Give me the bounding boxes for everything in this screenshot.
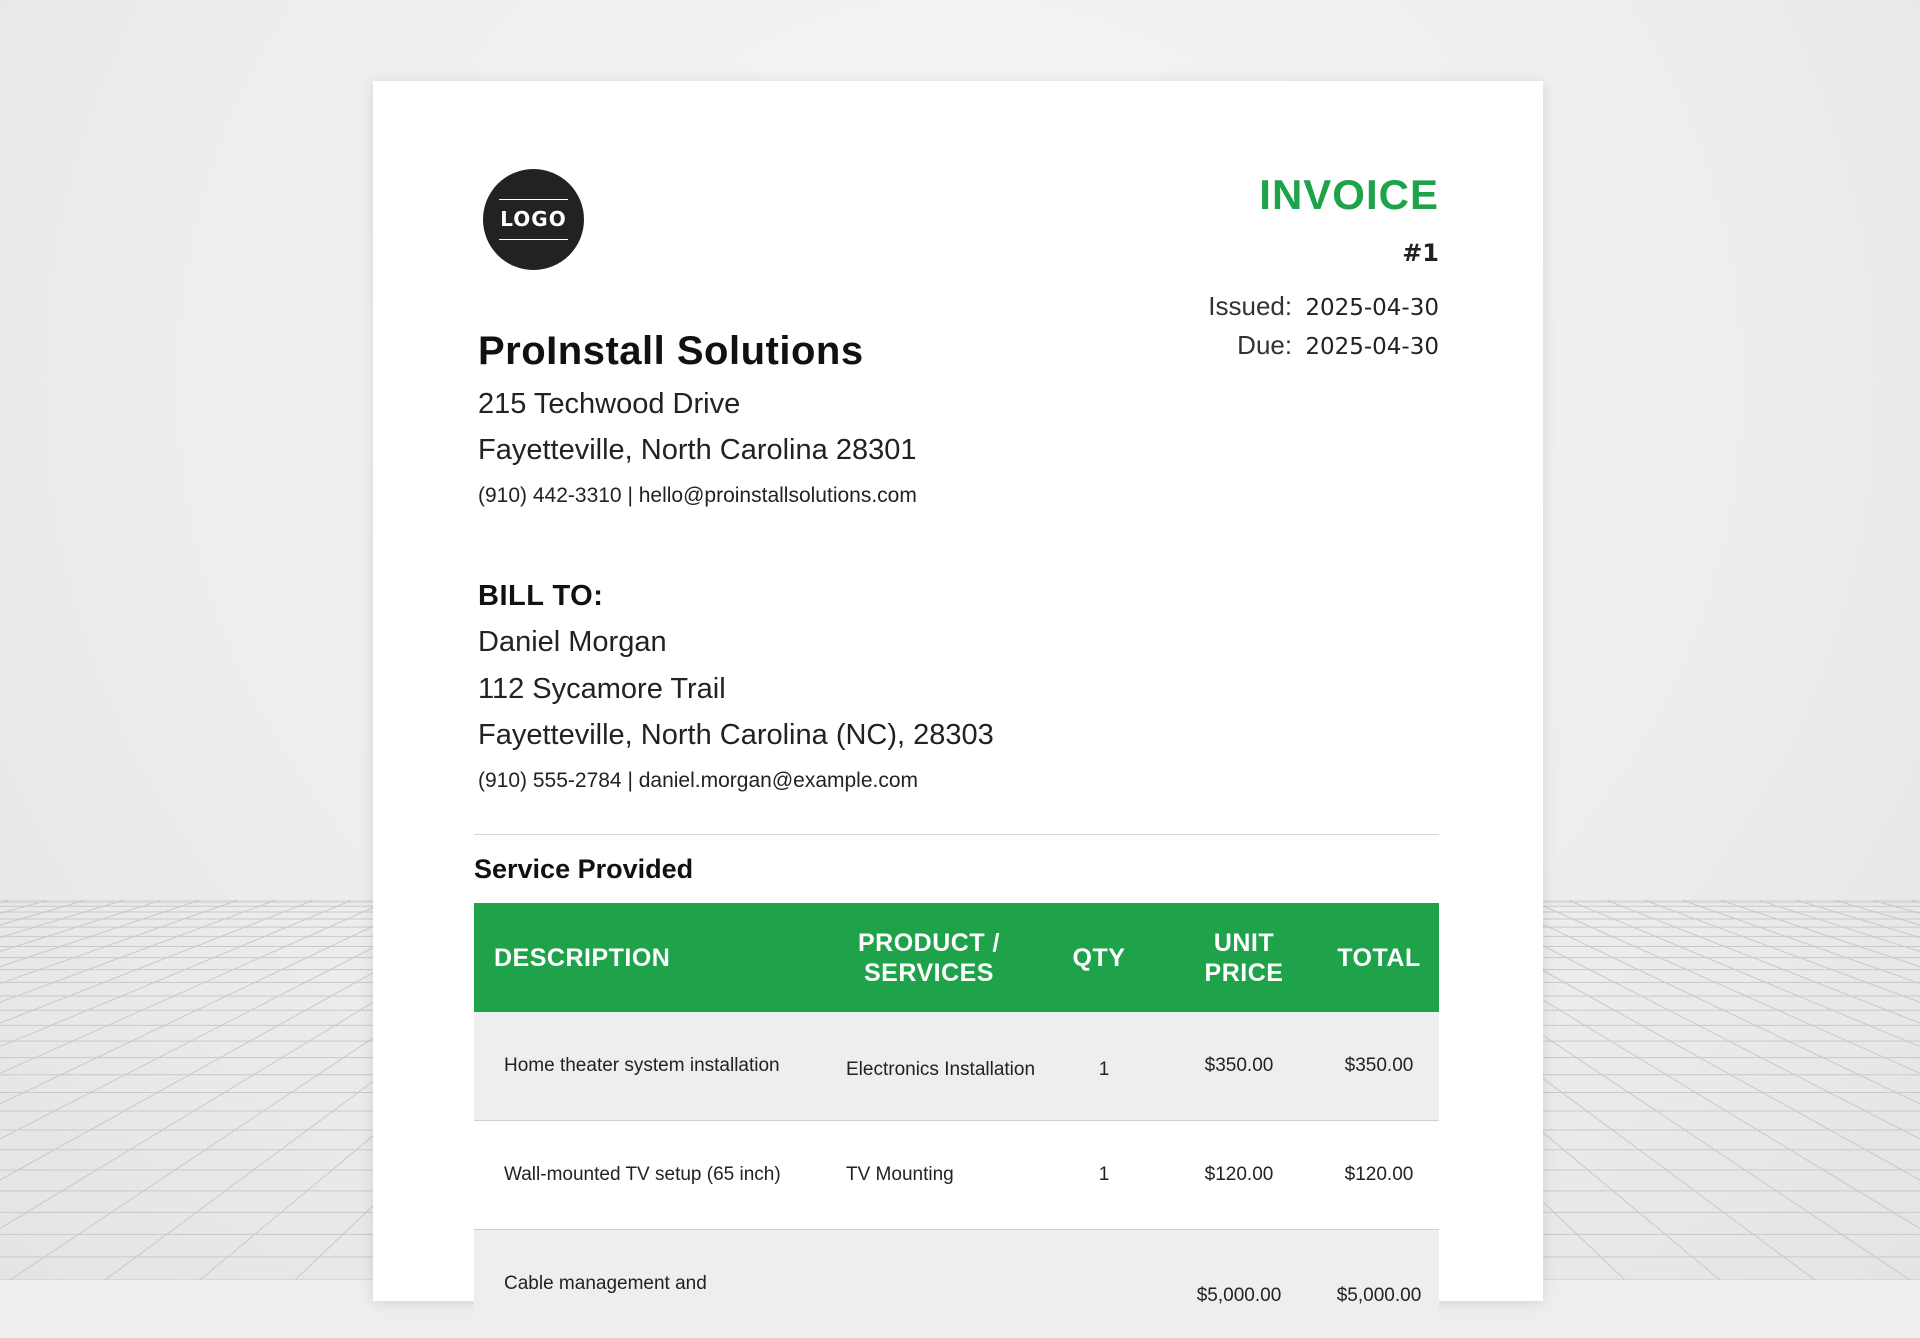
table-row [474, 1121, 1439, 1230]
due-label: Due: [1237, 330, 1293, 360]
logo-text: LOGO [500, 207, 567, 231]
logo-top-line [499, 199, 568, 200]
header-unit-line2: PRICE [1204, 958, 1284, 987]
row-qty: 1 [1098, 1059, 1110, 1080]
client-address-line1: 112 Sycamore Trail [478, 673, 726, 705]
header-description: DESCRIPTION [494, 943, 671, 972]
invoice-number: #1 [1402, 239, 1439, 267]
header-qty: QTY [1072, 943, 1126, 972]
company-logo [483, 169, 584, 270]
row-product [846, 1230, 1076, 1338]
header-product-line2: SERVICES [864, 958, 994, 987]
row-unit-price: $350.00 [1204, 1055, 1274, 1076]
services-title: Service Provided [474, 854, 694, 884]
invoice-page [373, 81, 1543, 1306]
bill-to-heading: BILL TO: [478, 580, 604, 612]
client-address-line2: Fayetteville, North Carolina (NC), 28303 [478, 719, 994, 751]
row-qty [1069, 1230, 1139, 1338]
invoice-title: INVOICE [1259, 171, 1439, 218]
company-contact: (910) 442-3310 | hello@proinstallsolutions.com [478, 484, 917, 507]
table-row [474, 1012, 1439, 1121]
company-address-line1: 215 Techwood Drive [478, 388, 741, 420]
row-total: $120.00 [1344, 1164, 1414, 1185]
header-total: TOTAL [1337, 943, 1421, 972]
row-product: TV Mounting [846, 1164, 954, 1185]
issued-date: 2025-04-30 [1305, 295, 1439, 321]
due-date-row [1237, 330, 1439, 361]
row-description: Home theater system installation [504, 1055, 780, 1076]
company-address-line2: Fayetteville, North Carolina 28301 [478, 434, 917, 466]
client-contact: (910) 555-2784 | daniel.morgan@example.com [478, 769, 919, 792]
row-unit-price: $120.00 [1204, 1164, 1274, 1185]
row-total: $350.00 [1344, 1055, 1414, 1076]
issued-label: Issued: [1208, 291, 1293, 321]
issued-date-row [1208, 291, 1439, 322]
due-date: 2025-04-30 [1305, 334, 1439, 360]
header-product-line1: PRODUCT / [858, 928, 1000, 957]
row-description: Wall-mounted TV setup (65 inch) [504, 1164, 781, 1185]
logo-bottom-line [499, 239, 568, 240]
section-divider [474, 834, 1439, 835]
row-qty: 1 [1098, 1164, 1110, 1185]
table-row [474, 1230, 1439, 1338]
client-name: Daniel Morgan [478, 626, 667, 658]
row-description: Cable management and [504, 1273, 707, 1294]
table-header [474, 903, 1439, 1012]
row-product: Electronics Installation [846, 1059, 1036, 1080]
header-unit-price [1174, 903, 1314, 1012]
header-unit-line1: UNIT [1213, 928, 1275, 957]
row-total: $5,000.00 [1336, 1285, 1422, 1306]
row-unit-price: $5,000.00 [1196, 1285, 1282, 1306]
company-name: ProInstall Solutions [478, 329, 864, 373]
services-table [474, 903, 1439, 1338]
header-product [834, 903, 1024, 1012]
